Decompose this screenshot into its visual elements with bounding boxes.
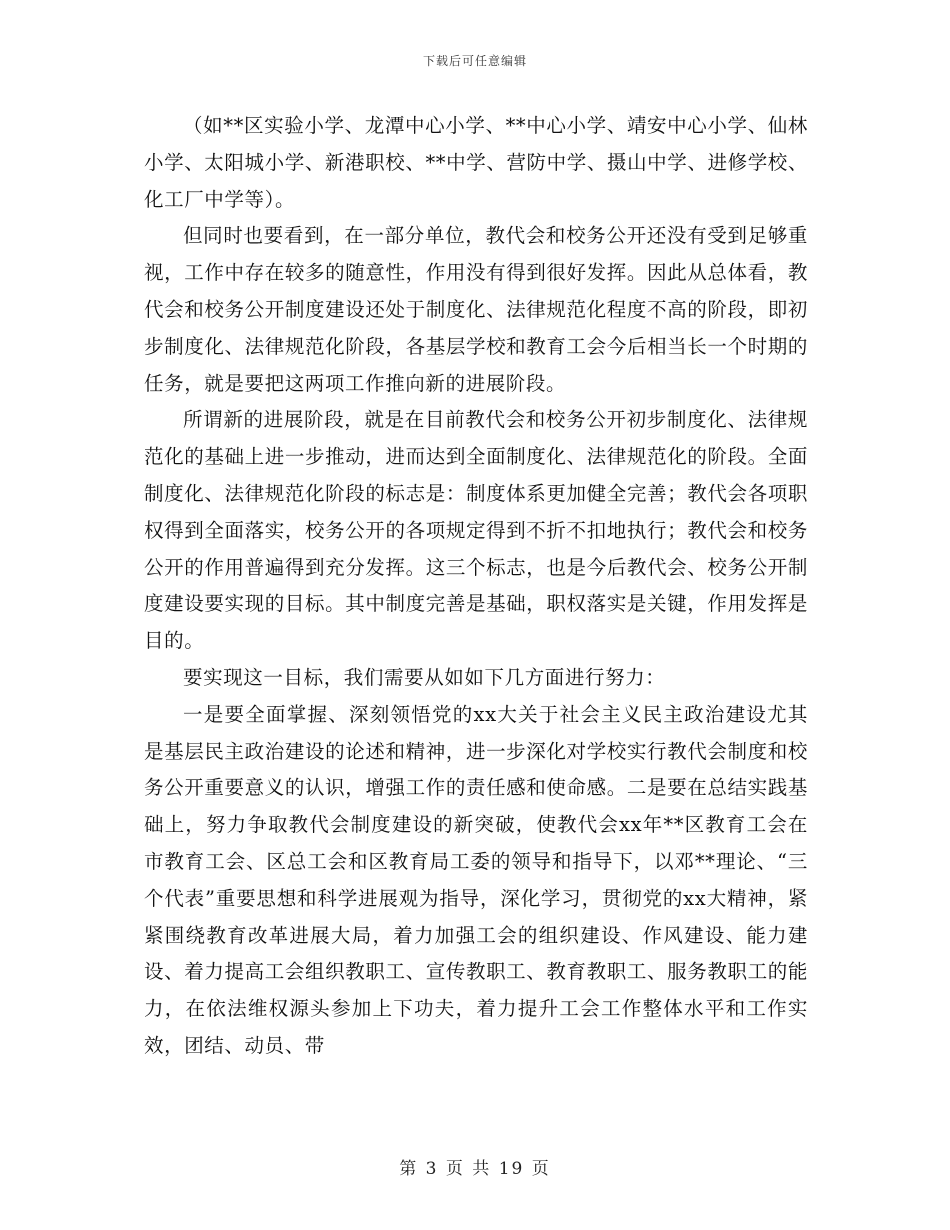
page-header: 下载后可任意编辑 <box>422 54 527 68</box>
page-number-footer: 第 3 页 共 19 页 <box>399 1159 551 1179</box>
paragraph-goal-intro: 要实现这一目标，我们需要从如如下几方面进行努力： <box>183 665 666 689</box>
paragraph-measures: 一是要全面掌握、深刻领悟党的xx大关于社会主义民主政治建设尤其是基层民主政治建设的论述和精神，进一步深化对学校实行教代会制度和校务公开重要意义的认识，增强工作的责任感和使命感。二是要在总结实践基础上，努力争取教代会制度建设的新突破，使教代会xx年**区教育工会在市教育工会、区总工会和区教育局工委的领导和指导下，以邓**理论、“三个代表”重要思想和科学进展观为指导，深化学习，贯彻党的xx大精神，紧紧围绕教育改革进展大局，着力加强工会的组织建设、作风建设、能力建设、着力提高工会组织教职工、宣传教职工、教育教职工、服务教职工的能力，在依法维权源头参加上下功夫，着力提升工会工作整体水平和工作实效，团结、动员、带 <box>144 702 808 1057</box>
document-body <box>144 108 808 1065</box>
paragraph-school-list: （如**区实验小学、龙潭中心小学、**中心小学、靖安中心小学、仙林小学、太阳城小学、新港职校、**中学、营防中学、摄山中学、进修学校、化工厂中学等）。 <box>144 114 808 211</box>
paragraph-insufficient-attention: 但同时也要看到，在一部分单位，教代会和校务公开还没有受到足够重视，工作中存在较多的随意性，作用没有得到很好发挥。因此从总体看，教代会和校务公开制度建设还处于制度化、法律规范化程度不高的阶段，即初步制度化、法律规范化阶段，各基层学校和教育工会今后相当长一个时期的任务，就是要把这两项工作推向新的进展阶段。 <box>144 224 808 395</box>
paragraph-new-stage: 所谓新的进展阶段，就是在目前教代会和校务公开初步制度化、法律规范化的基础上进一步推动，进而达到全面制度化、法律规范化的阶段。全面制度化、法律规范化阶段的标志是：制度体系更加健全完善；教代会各项职权得到全面落实，校务公开的各项规定得到不折不扣地执行；教代会和校务公开的作用普遍得到充分发挥。这三个标志，也是今后教代会、校务公开制度建设要实现的目标。其中制度完善是基础，职权落实是关键，作用发挥是目的。 <box>144 408 808 653</box>
